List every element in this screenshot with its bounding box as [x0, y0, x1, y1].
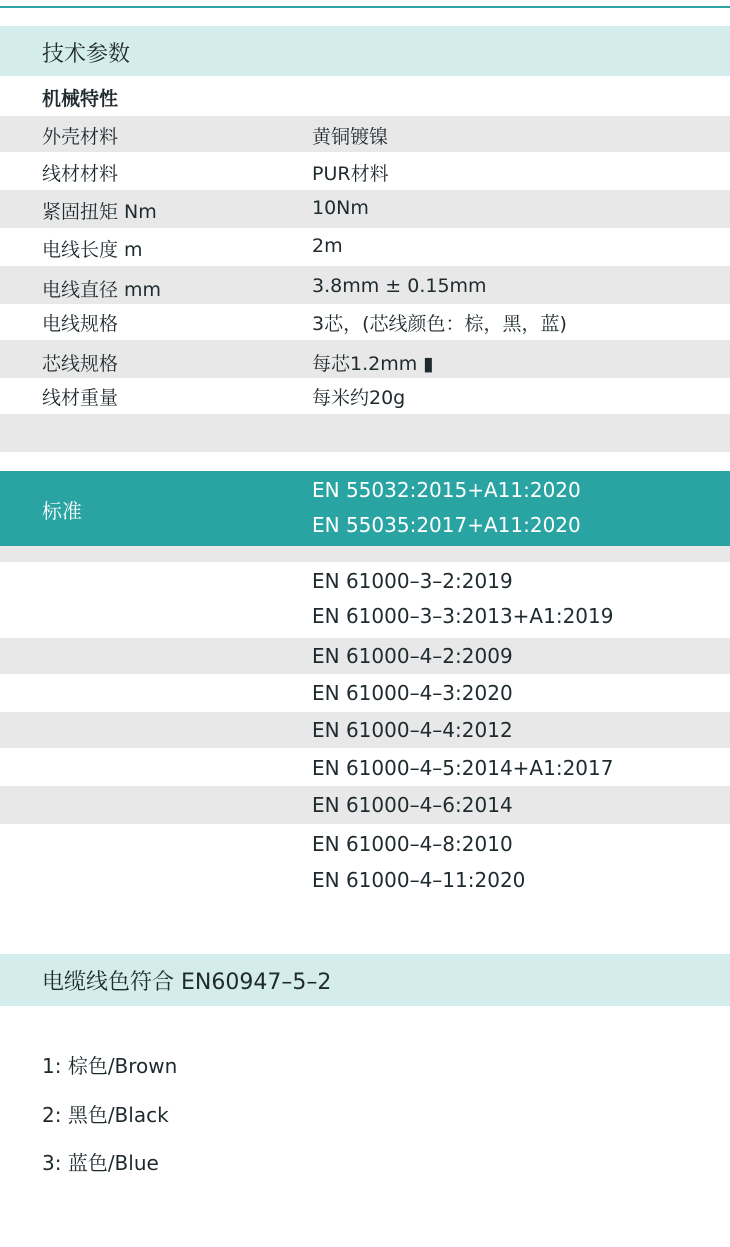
mechanical-section-title: 机械特性 — [42, 88, 119, 110]
standard-item: EN 61000–3–2:2019 — [312, 569, 513, 593]
standard-item: EN 61000–4–3:2020 — [312, 681, 513, 705]
standards-band — [0, 471, 730, 546]
table-row — [0, 266, 730, 304]
cable-colors-header — [0, 954, 730, 1006]
spacer-row — [0, 546, 730, 562]
standard-item: EN 61000–4–6:2014 — [312, 793, 513, 817]
table-row — [0, 748, 730, 786]
table-row — [0, 304, 730, 340]
table-row — [0, 786, 730, 824]
param-label: 芯线规格 — [42, 353, 119, 375]
standard-item: EN 61000–4–2:2009 — [312, 644, 513, 668]
table-row — [0, 116, 730, 152]
param-value: 每芯1.2mm ▮ — [312, 353, 434, 375]
list-item: 2: 黑色/Black — [42, 1103, 169, 1127]
param-label: 线材材料 — [42, 163, 119, 185]
list-item: 3: 蓝色/Blue — [42, 1151, 159, 1175]
param-value: 3芯，(芯线颜色：棕，黑，蓝) — [312, 313, 567, 335]
table-row — [0, 674, 730, 712]
param-value: 3.8mm ± 0.15mm — [312, 275, 487, 297]
mechanical-section-row — [0, 78, 730, 114]
table-row — [0, 562, 730, 638]
standard-item: EN 61000–4–8:2010 — [312, 832, 513, 856]
table-row — [0, 638, 730, 674]
param-label: 电线规格 — [42, 313, 119, 335]
standards-label: 标准 — [42, 499, 82, 523]
table-row — [0, 378, 730, 414]
tech-params-title: 技术参数 — [42, 42, 131, 67]
param-label: 线材重量 — [42, 387, 119, 409]
param-value: 2m — [312, 235, 343, 257]
list-item: 1: 棕色/Brown — [42, 1054, 178, 1078]
standard-item: EN 61000–4–5:2014+A1:2017 — [312, 756, 614, 780]
table-row — [0, 228, 730, 266]
param-label: 紧固扭矩 Nm — [42, 201, 157, 223]
table-row — [0, 190, 730, 228]
tech-params-header — [0, 26, 730, 76]
table-row — [0, 824, 730, 898]
param-value: 每米约20g — [312, 387, 406, 409]
table-row — [0, 340, 730, 378]
param-value: 黄铜镀镍 — [312, 126, 389, 148]
param-value: 10Nm — [312, 197, 369, 219]
param-label: 电线长度 m — [42, 239, 143, 261]
standard-item: EN 61000–3–3:2013+A1:2019 — [312, 604, 614, 628]
standard-item: EN 61000–4–4:2012 — [312, 718, 513, 742]
param-label: 电线直径 mm — [42, 279, 162, 301]
standard-item: EN 55035:2017+A11:2020 — [312, 513, 581, 537]
param-value: PUR材料 — [312, 163, 389, 185]
top-accent-line — [0, 6, 730, 8]
table-row — [0, 152, 730, 190]
table-row — [0, 712, 730, 748]
param-label: 外壳材料 — [42, 126, 119, 148]
spacer-row — [0, 414, 730, 452]
cable-colors-title: 电缆线色符合 EN60947–5–2 — [42, 970, 332, 995]
standard-item: EN 61000–4–11:2020 — [312, 868, 526, 892]
standard-item: EN 55032:2015+A11:2020 — [312, 478, 581, 502]
